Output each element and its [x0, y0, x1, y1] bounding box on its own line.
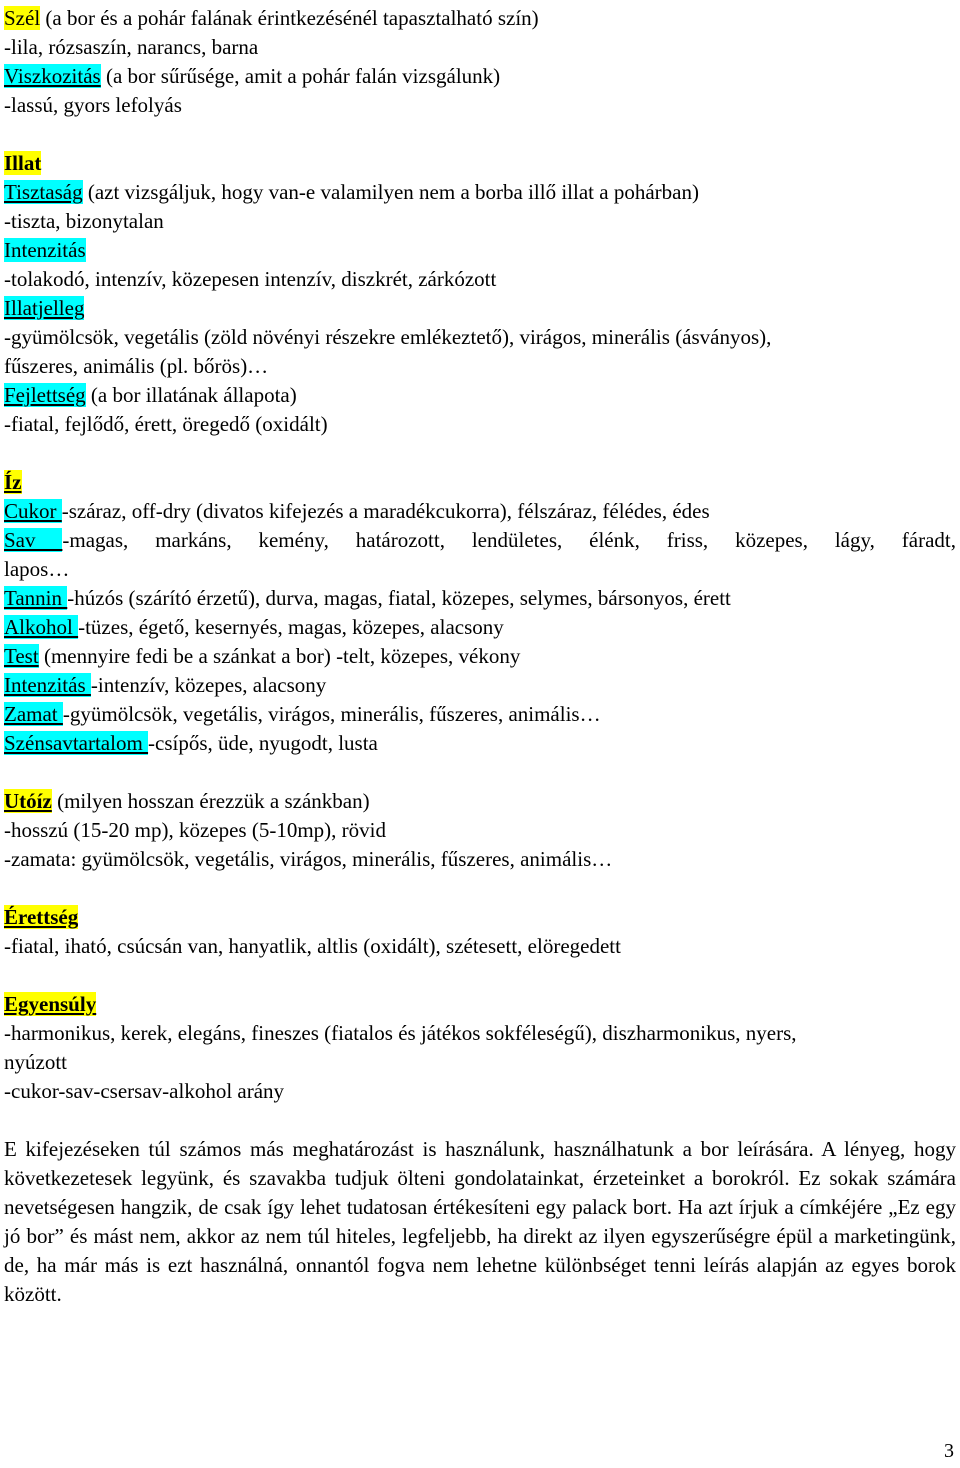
- erettseg-line-1: -fiatal, iható, csúcsán van, hanyatlik, altlis (oxidált), szétesett, elöregedett: [4, 934, 621, 958]
- tisztasag-line: [4, 178, 956, 207]
- iz-heading-line: [4, 468, 956, 497]
- viszkozitas-line: [4, 62, 956, 91]
- szel-values: -lila, rózsaszín, narancs, barna: [4, 35, 259, 59]
- zamat-line: [4, 700, 956, 729]
- szensav-values: -csípős, üde, nyugodt, lusta: [148, 731, 378, 755]
- cukor-line: [4, 497, 956, 526]
- tannin-term: Tannin: [4, 586, 68, 610]
- szel-line: [4, 4, 956, 33]
- erettseg-heading: Érettség: [4, 905, 79, 929]
- illat-intenzitas-line: [4, 236, 956, 265]
- egyensuly-line-1b: nyúzott: [4, 1050, 67, 1074]
- illatjelleg-values-1: -gyümölcsök, vegetális (zöld növényi részekre emlékeztető), virágos, minerális (ásványos),: [4, 325, 772, 349]
- cukor-values: -száraz, off-dry (divatos kifejezés a maradékcukorra), félszáraz, félédes, édes: [61, 499, 710, 523]
- sav-values-2: lapos…: [4, 557, 70, 581]
- tisztasag-desc: (azt vizsgáljuk, hogy van-e valamilyen nem a borba illő illat a pohárban): [82, 180, 699, 204]
- test-term: Test: [4, 644, 39, 668]
- szensav-line: [4, 729, 956, 758]
- alkohol-values: -tüzes, égető, kesernyés, magas, közepes, alacsony: [78, 615, 504, 639]
- szel-desc: (a bor és a pohár falának érintkezésénél tapasztalható szín): [40, 6, 539, 30]
- alkohol-term: Alkohol: [4, 615, 79, 639]
- fejlettseg-values: -fiatal, fejlődő, érett, öregedő (oxidált): [4, 412, 328, 436]
- illat-intenzitas-values: -tolakodó, intenzív, közepesen intenzív, diszkrét, zárkózott: [4, 267, 497, 291]
- illatjelleg-line: [4, 294, 956, 323]
- iz-intenzitas-line: [4, 671, 956, 700]
- viszkozitas-desc: (a bor sűrűsége, amit a pohár falán vizsgálunk): [100, 64, 501, 88]
- egyensuly-line-2: -cukor-sav-csersav-alkohol arány: [4, 1079, 285, 1103]
- fejlettseg-line: [4, 381, 956, 410]
- illat-intenzitas-term: Intenzitás: [4, 238, 86, 262]
- tannin-values: -húzós (szárító érzetű), durva, magas, fiatal, közepes, selymes, bársonyos, érett: [67, 586, 731, 610]
- sav-values-1: -magas, markáns, kemény, határozott, lendületes, élénk, friss, közepes, lágy, fáradt,: [62, 528, 957, 552]
- illatjelleg-term: Illatjelleg: [4, 296, 85, 320]
- closing-paragraph: E kifejezéseken túl számos más meghatározást is használunk, használhatunk a bor leírására. A lényeg, hogy következetesek legyünk, és szavakba tudjuk ölteni gondolatainkat, érzeteinket a borokról. Ez sokak számára nevetségesen hangzik, de csak így lehet tudatosan értékesíteni egy palack bort. Ha azt írjuk a címkéjére „Ez egy jó bor” és mást nem, akkor az nem túl hiteles, legfeljebb, ha direkt az ilyen egyszerűségre épül a marketingünk, de, ha már más is ezt használná, onnantól fogva nem lehetne különbséget tenni leírás alapján az egyes borok között.: [4, 1137, 956, 1306]
- zamat-term: Zamat: [4, 702, 63, 726]
- szensav-term: Szénsavtartalom: [4, 731, 149, 755]
- illat-heading-line: [4, 149, 956, 178]
- szel-term: Szél: [4, 6, 41, 30]
- illatjelleg-values-2: fűszeres, animális (pl. bőrös)…: [4, 354, 269, 378]
- egyensuly-line-1a: -harmonikus, kerek, elegáns, fineszes (fiatalos és játékos sokféleségű), diszharmonikus, nyers,: [4, 1021, 797, 1045]
- tannin-line: [4, 584, 956, 613]
- utoiz-line: [4, 787, 956, 816]
- utoiz-desc: (milyen hosszan érezzük a szánkban): [51, 789, 370, 813]
- test-values: (mennyire fedi be a szánkat a bor) -telt, közepes, vékony: [38, 644, 521, 668]
- utoiz-line-1: -hosszú (15-20 mp), közepes (5-10mp), rövid: [4, 818, 386, 842]
- document-page: [4, 4, 956, 1309]
- test-line: [4, 642, 956, 671]
- sav-line: [4, 526, 956, 555]
- viszkozitas-term: Viszkozitás: [4, 64, 101, 88]
- fejlettseg-desc: (a bor illatának állapota): [85, 383, 297, 407]
- cukor-term: Cukor: [4, 499, 62, 523]
- tisztasag-values: -tiszta, bizonytalan: [4, 209, 164, 233]
- tisztasag-term: Tisztaság: [4, 180, 83, 204]
- alkohol-line: [4, 613, 956, 642]
- sav-term: Sav: [4, 528, 63, 552]
- zamat-values: -gyümölcsök, vegetális, virágos, minerális, fűszeres, animális…: [62, 702, 601, 726]
- utoiz-heading: Utóíz: [4, 789, 52, 813]
- fejlettseg-term: Fejlettség: [4, 383, 86, 407]
- illat-heading: Illat: [4, 151, 42, 175]
- erettseg-heading-line: [4, 903, 956, 932]
- iz-intenzitas-values: -intenzív, közepes, alacsony: [90, 673, 327, 697]
- iz-heading: Íz: [4, 470, 22, 494]
- page-number: 3: [944, 1440, 954, 1462]
- egyensuly-heading: Egyensúly: [4, 992, 97, 1016]
- utoiz-line-2: -zamata: gyümölcsök, vegetális, virágos, minerális, fűszeres, animális…: [4, 847, 613, 871]
- iz-intenzitas-term: Intenzitás: [4, 673, 91, 697]
- egyensuly-heading-line: [4, 990, 956, 1019]
- viszkozitas-values: -lassú, gyors lefolyás: [4, 93, 182, 117]
